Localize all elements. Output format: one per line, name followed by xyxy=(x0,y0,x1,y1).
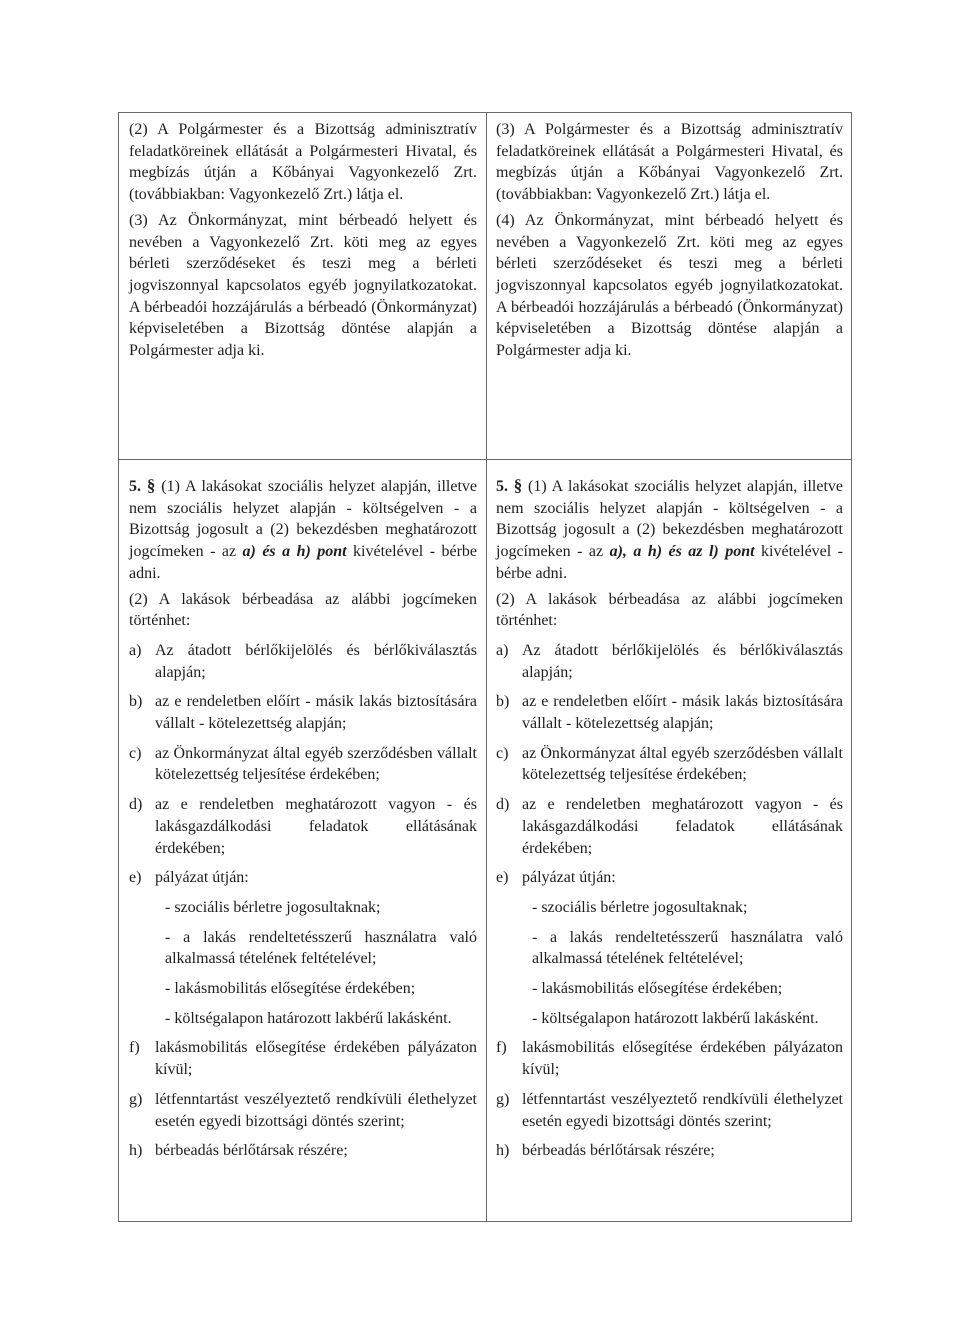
item-text: az e rendeletben meghatározott vagyon - és lakásgazdálkodási feladatok ellátásának érdekében; xyxy=(155,796,477,857)
item-text: az Önkormányzat által egyéb szerződésben vállalt kötelezettség teljesítése érdekében; xyxy=(522,744,843,784)
list-item xyxy=(129,691,477,734)
item-text: létfenntartást veszélyeztető rendkívüli élethelyzet esetén egyedi bizottsági döntés szerint; xyxy=(522,1090,843,1130)
list xyxy=(129,640,477,1162)
list-item xyxy=(496,1089,843,1132)
section-intro xyxy=(496,475,843,585)
paragraph: (2) A lakások bérbeadása az alábbi jogcímeken történhet: xyxy=(129,590,477,630)
item-text: létfenntartást veszélyeztető rendkívüli élethelyzet esetén egyedi bizottsági döntés szerint; xyxy=(155,1090,477,1130)
intro-text: (1) A lakásokat szociális helyzet alapján, illetve nem szociális helyzet alapján - költségelven - a Bizottság jogosult a (2) bekezdésben meghatározott jogcímeken - az xyxy=(496,478,844,561)
list-item xyxy=(129,867,477,889)
item-label: h) xyxy=(496,1142,510,1160)
cell-right-top xyxy=(496,119,843,362)
item-label: f) xyxy=(496,1039,507,1057)
list-item xyxy=(496,691,843,734)
list-item xyxy=(496,743,843,786)
item-text: lakásmobilitás elősegítése érdekében pályázaton kívül; xyxy=(155,1039,477,1079)
item-text: pályázat útján: xyxy=(522,869,616,887)
item-label: c) xyxy=(496,744,509,762)
list-item xyxy=(129,1089,477,1132)
item-label: c) xyxy=(129,744,142,762)
column-divider xyxy=(486,113,487,1221)
item-label: g) xyxy=(496,1090,510,1108)
sub-item: - lakásmobilitás elősegítése érdekében; xyxy=(532,980,783,998)
sub-item: - lakásmobilitás elősegítése érdekében; xyxy=(165,980,416,998)
item-text: az e rendeletben előírt - másik lakás biztosítására vállalt - kötelezettség alapján; xyxy=(522,693,843,733)
list-item xyxy=(129,1140,477,1162)
cell-left-top xyxy=(129,119,477,362)
row-divider xyxy=(119,459,851,460)
sub-item: - költségalapon határozott lakbérű lakásként. xyxy=(532,1009,819,1027)
list-item xyxy=(129,794,477,859)
sub-item: - szociális bérletre jogosultaknak; xyxy=(532,898,748,916)
cell-left-bottom xyxy=(129,475,477,1162)
paragraph: (4) Az Önkormányzat, mint bérbeadó helyett és nevében a Vagyonkezelő Zrt. köti meg az egyes bérleti szerződéseket és teszi meg a bérleti jogviszonnyal kapcsolatos egyéb jognyilatkozatokat. A bérbeadói hozzájárulás a bérbeadó (Önkormányzat) képviseletében a Bizottság döntése alapján a Polgármester adja ki. xyxy=(496,211,843,360)
item-text: az e rendeletben meghatározott vagyon - és lakásgazdálkodási feladatok ellátásának érdekében; xyxy=(522,796,843,857)
paragraph: (3) A Polgármester és a Bizottság adminisztratív feladatköreinek ellátását a Polgármesteri Hivatal, és megbízás útján a Kőbányai Vagyonkezelő Zrt. (továbbiakban: Vagyonkezelő Zrt.) látja el. xyxy=(496,121,843,204)
intro-text-end: kivételével - bérbe adni. xyxy=(496,543,844,582)
intro-text-end: kivételével - bérbe adni. xyxy=(129,543,478,582)
item-label: b) xyxy=(496,693,510,711)
item-text: bérbeadás bérlőtársak részére; xyxy=(522,1142,715,1160)
list-item xyxy=(129,1037,477,1080)
sub-item: - a lakás rendeltetésszerű használatra való alkalmassá tételének feltételével; xyxy=(532,928,843,968)
item-label: d) xyxy=(129,796,143,814)
item-label: a) xyxy=(129,641,142,659)
list xyxy=(496,640,843,1162)
intro-text: (1) A lakásokat szociális helyzet alapján, illetve nem szociális helyzet alapján - költségelven - a Bizottság jogosult a (2) bekezdésben meghatározott jogcímeken - az xyxy=(129,478,478,561)
paragraph: (2) A lakások bérbeadása az alábbi jogcímeken történhet: xyxy=(496,590,843,630)
paragraph: (3) Az Önkormányzat, mint bérbeadó helyett és nevében a Vagyonkezelő Zrt. köti meg az egyes bérleti szerződéseket és teszi meg a bérleti jogviszonnyal kapcsolatos egyéb jognyilatkozatokat. A bérbeadói hozzájárulás a bérbeadó (Önkormányzat) képviseletében a Bizottság döntése alapján a Polgármester adja ki. xyxy=(129,211,477,360)
item-label: e) xyxy=(496,869,509,887)
item-label: d) xyxy=(496,796,510,814)
cell-right-bottom xyxy=(496,475,843,1162)
section-number: 5. xyxy=(129,478,141,495)
item-label: a) xyxy=(496,641,509,659)
list-item xyxy=(129,743,477,786)
item-label: f) xyxy=(129,1039,140,1057)
sub-item: - szociális bérletre jogosultaknak; xyxy=(165,898,381,916)
section-sign: § xyxy=(513,476,523,495)
sub-item: - a lakás rendeltetésszerű használatra való alkalmassá tételének feltételével; xyxy=(165,928,477,968)
item-text: pályázat útján: xyxy=(155,869,249,887)
list-item xyxy=(496,867,843,889)
item-text: bérbeadás bérlőtársak részére; xyxy=(155,1142,348,1160)
paragraph: (2) A Polgármester és a Bizottság adminisztratív feladatköreinek ellátását a Polgármesteri Hivatal, és megbízás útján a Kőbányai Vagyonkezelő Zrt. (továbbiakban: Vagyonkezelő Zrt.) látja el. xyxy=(129,121,477,204)
item-label: e) xyxy=(129,869,142,887)
section-number: 5. xyxy=(496,478,508,495)
item-label: h) xyxy=(129,1142,143,1160)
comparison-table xyxy=(118,112,852,1222)
intro-emphasis: a) és a h) pont xyxy=(242,543,347,561)
list-item xyxy=(496,794,843,859)
sub-item: - költségalapon határozott lakbérű lakásként. xyxy=(165,1009,452,1027)
list-item xyxy=(129,640,477,683)
section-sign: § xyxy=(146,476,156,495)
item-label: b) xyxy=(129,693,143,711)
item-text: lakásmobilitás elősegítése érdekében pályázaton kívül; xyxy=(522,1039,843,1079)
section-intro xyxy=(129,475,477,585)
item-text: Az átadott bérlőkijelölés és bérlőkiválasztás alapján; xyxy=(522,641,843,681)
item-text: az Önkormányzat által egyéb szerződésben vállalt kötelezettség teljesítése érdekében; xyxy=(155,744,477,784)
list-item xyxy=(496,1037,843,1080)
item-text: Az átadott bérlőkijelölés és bérlőkiválasztás alapján; xyxy=(155,641,477,681)
item-text: az e rendeletben előírt - másik lakás biztosítására vállalt - kötelezettség alapján; xyxy=(155,693,477,733)
item-label: g) xyxy=(129,1090,143,1108)
list-item xyxy=(496,1140,843,1162)
intro-emphasis: a), a h) és az l) pont xyxy=(609,543,755,561)
list-item xyxy=(496,640,843,683)
